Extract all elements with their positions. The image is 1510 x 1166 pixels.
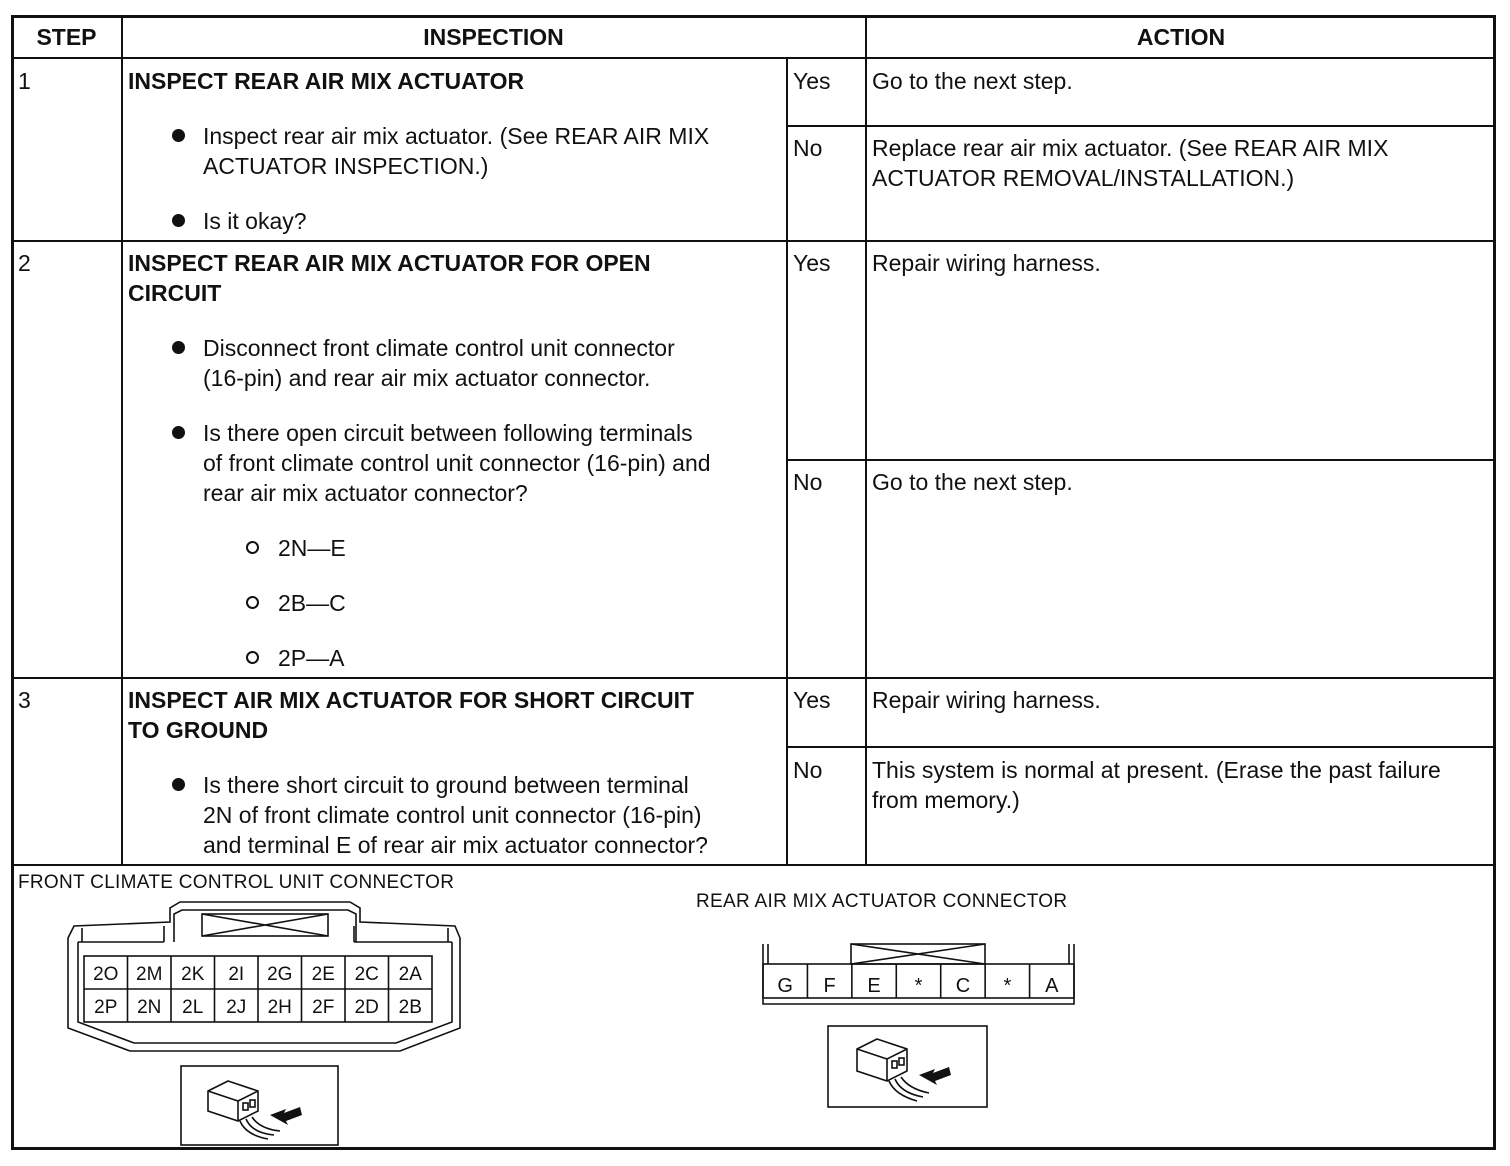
bullet-text: and terminal E of rear air mix actuator connector? <box>203 832 708 858</box>
bullet-text: rear air mix actuator connector? <box>203 480 528 506</box>
action-col-divider <box>865 15 867 865</box>
no-action: Go to the next step. <box>872 469 1073 495</box>
no-action: This system is normal at present. (Erase the past failure <box>872 757 1441 783</box>
front-pin-label: 2E <box>311 964 335 985</box>
inspection-col-divider <box>786 57 788 865</box>
sub-bullet-icon <box>246 651 259 664</box>
bullet-icon <box>172 341 185 354</box>
front-pin-label: 2O <box>93 964 119 985</box>
rear-harness-view-icon <box>827 1025 989 1109</box>
bullet-text: 2N of front climate control unit connector (16-pin) <box>203 802 702 828</box>
yes-label: Yes <box>793 687 831 713</box>
row1-divider <box>11 240 1496 242</box>
terminal-pair: 2N—E <box>278 535 346 561</box>
front-pin-label: 2H <box>267 997 292 1018</box>
step-title: INSPECT REAR AIR MIX ACTUATOR <box>128 68 525 94</box>
terminal-pair: 2P—A <box>278 645 345 671</box>
rear-pin-label: C <box>955 975 971 997</box>
step-title: INSPECT AIR MIX ACTUATOR FOR SHORT CIRCUIT <box>128 687 695 713</box>
step-col-divider <box>121 15 123 865</box>
row3-divider <box>11 864 1496 866</box>
step-number: 2 <box>18 250 31 276</box>
bullet-text: Is there short circuit to ground between terminal <box>203 772 689 798</box>
no-label: No <box>793 469 823 495</box>
front-pin-label: 2A <box>398 964 422 985</box>
header-action: ACTION <box>1136 24 1226 50</box>
front-pin-label: 2C <box>354 964 379 985</box>
bullet-icon <box>172 778 185 791</box>
rear-pin-label: E <box>867 975 881 997</box>
front-connector-title: FRONT CLIMATE CONTROL UNIT CONNECTOR <box>18 872 455 893</box>
yes-action: Go to the next step. <box>872 68 1073 94</box>
front-connector-diagram <box>60 898 470 1058</box>
front-pin-label: 2L <box>182 997 204 1018</box>
step1-yesno-divider <box>786 125 1496 127</box>
bullet-text: ACTUATOR INSPECTION.) <box>203 153 489 179</box>
bullet-text: of front climate control unit connector (16-pin) and <box>203 450 711 476</box>
row2-divider <box>11 677 1496 679</box>
header-divider <box>11 57 1496 59</box>
bullet-text: Is it okay? <box>203 208 307 234</box>
bullet-icon <box>172 426 185 439</box>
step2-yesno-divider <box>786 459 1496 461</box>
step-title: TO GROUND <box>128 717 269 743</box>
step-title: INSPECT REAR AIR MIX ACTUATOR FOR OPEN <box>128 250 651 276</box>
front-pin-label: 2D <box>354 997 379 1018</box>
no-action: Replace rear air mix actuator. (See REAR AIR MIX <box>872 135 1389 161</box>
front-pin-label: 2N <box>137 997 162 1018</box>
no-action: ACTUATOR REMOVAL/INSTALLATION.) <box>872 165 1295 191</box>
bullet-text: Is there open circuit between following terminals <box>203 420 693 446</box>
front-pin-label: 2I <box>228 964 245 985</box>
rear-pin-label: F <box>823 975 836 997</box>
front-harness-view-icon <box>180 1065 340 1147</box>
step-title: CIRCUIT <box>128 280 222 306</box>
sub-bullet-icon <box>246 541 259 554</box>
rear-connector-title: REAR AIR MIX ACTUATOR CONNECTOR <box>696 891 1068 912</box>
no-label: No <box>793 135 823 161</box>
bullet-text: Inspect rear air mix actuator. (See REAR AIR MIX <box>203 123 710 149</box>
yes-action: Repair wiring harness. <box>872 250 1101 276</box>
bullet-text: (16-pin) and rear air mix actuator connector. <box>203 365 651 391</box>
yes-label: Yes <box>793 250 831 276</box>
yes-action: Repair wiring harness. <box>872 687 1101 713</box>
front-pin-label: 2B <box>398 997 422 1018</box>
no-label: No <box>793 757 823 783</box>
front-pin-label: 2F <box>312 997 335 1018</box>
terminal-pair: 2B—C <box>278 590 346 616</box>
yes-label: Yes <box>793 68 831 94</box>
step-number: 3 <box>18 687 31 713</box>
no-action: from memory.) <box>872 787 1020 813</box>
step-number: 1 <box>18 68 31 94</box>
front-pin-label: 2G <box>267 964 293 985</box>
sub-bullet-icon <box>246 596 259 609</box>
bullet-icon <box>172 214 185 227</box>
header-inspection: INSPECTION <box>423 24 564 50</box>
rear-connector-diagram <box>756 940 1082 1012</box>
rear-pin-label: * <box>1003 975 1012 997</box>
bullet-text: Disconnect front climate control unit connector <box>203 335 675 361</box>
bullet-icon <box>172 129 185 142</box>
step3-yesno-divider <box>786 746 1496 748</box>
front-pin-label: 2M <box>136 964 163 985</box>
front-pin-label: 2J <box>226 997 247 1018</box>
header-step: STEP <box>36 24 97 50</box>
rear-pin-label: A <box>1045 975 1059 997</box>
rear-pin-label: * <box>914 975 923 997</box>
rear-pin-label: G <box>777 975 793 997</box>
front-pin-label: 2P <box>94 997 118 1018</box>
front-pin-label: 2K <box>181 964 205 985</box>
